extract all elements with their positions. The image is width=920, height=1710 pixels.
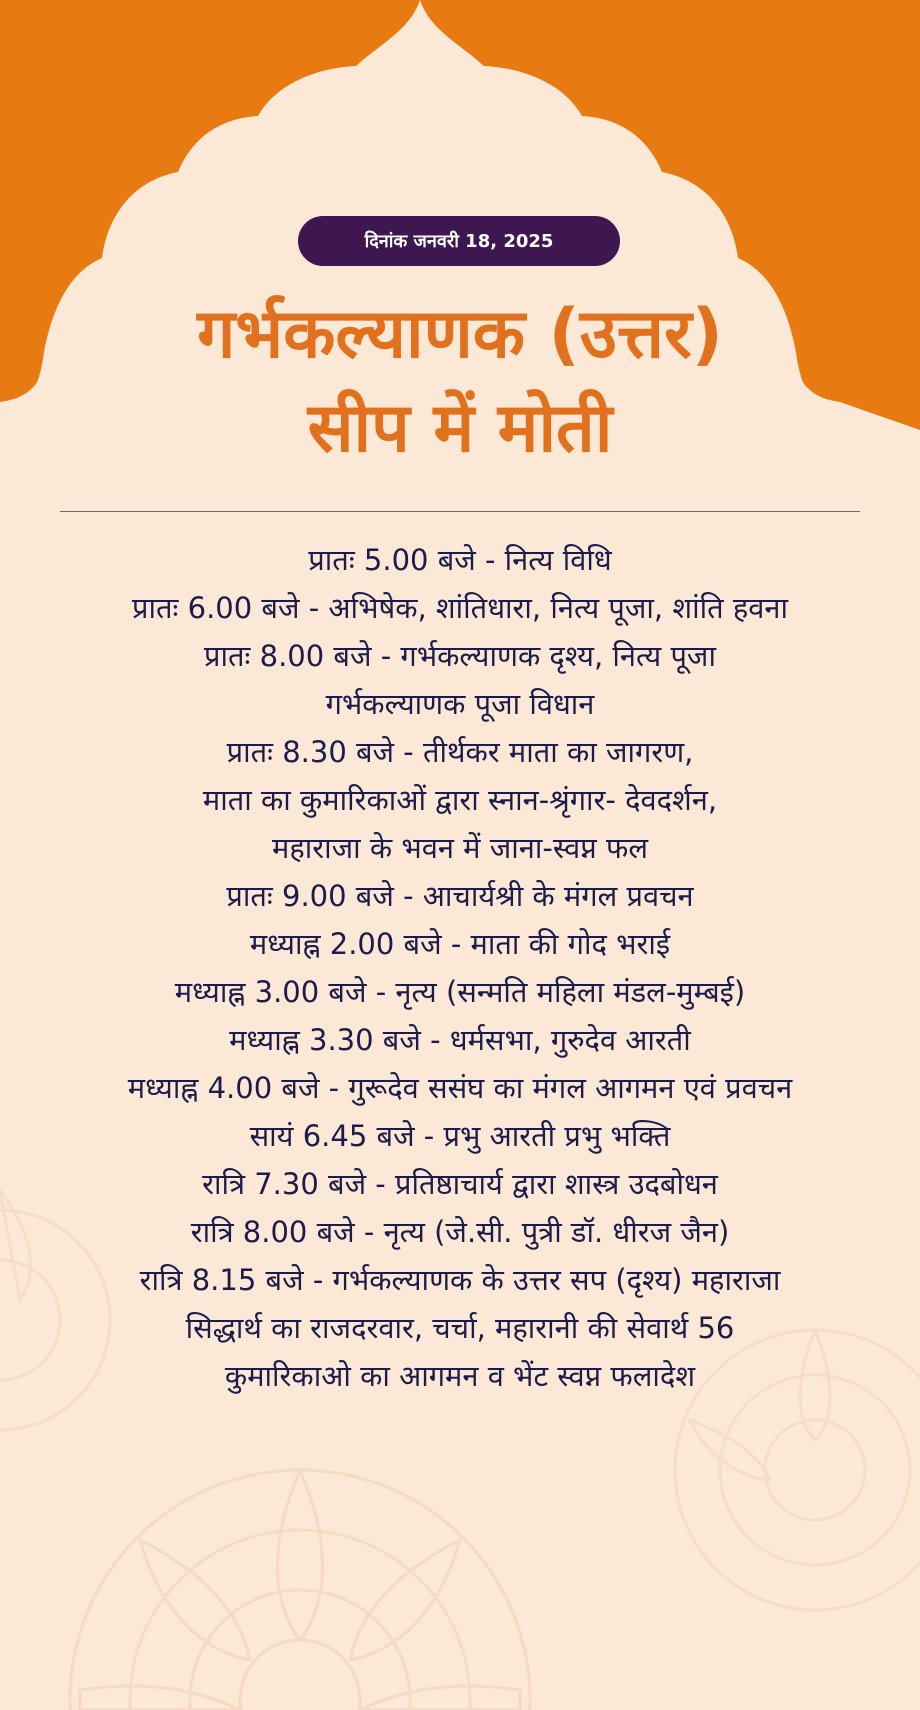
schedule-list [40, 536, 880, 1400]
schedule-line: गर्भकल्याणक पूजा विधान [325, 687, 595, 721]
date-badge: दिनांक जनवरी 18, 2025 [298, 216, 620, 266]
schedule-line: प्रातः 6.00 बजे - अभिषेक, शांतिधारा, नित्य पूजा, शांति हवना [132, 591, 788, 625]
event-title: गर्भकल्याणक (उत्तर) [197, 295, 723, 374]
schedule-line: सायं 6.45 बजे - प्रभु आरती प्रभु भक्ति [249, 1119, 671, 1153]
schedule-line: रात्रि 8.00 बजे - नृत्य (जे.सी. पुत्री डॉ. धीरज जैन) [190, 1215, 730, 1249]
schedule-line: प्रातः 8.00 बजे - गर्भकल्याणक दृश्य, नित्य पूजा [204, 639, 716, 673]
schedule-line: मध्याह्न 3.00 बजे - नृत्य (सन्मति महिला मंडल-मुम्बई) [174, 975, 746, 1009]
schedule-line: मध्याह्न 4.00 बजे - गुरूदेव ससंघ का मंगल आगमन एवं प्रवचन [127, 1071, 793, 1105]
schedule-line: सिद्धार्थ का राजदरवार, चर्चा, महारानी की सेवार्थ 56 [185, 1311, 735, 1345]
schedule-line: माता का कुमारिकाओं द्वारा स्नान-श्रृंगार- देवदर्शन, [202, 783, 718, 817]
schedule-line: रात्रि 7.30 बजे - प्रतिष्ठाचार्य द्वारा शास्त्र उदबोधन [202, 1167, 718, 1201]
schedule-line: कुमारिकाओ का आगमन व भेंट स्वप्न फलादेश [224, 1359, 696, 1393]
schedule-line: प्रातः 9.00 बजे - आचार्यश्री के मंगल प्रवचन [226, 879, 694, 913]
schedule-line: प्रातः 8.30 बजे - तीर्थकर माता का जागरण, [226, 735, 694, 769]
schedule-line: महाराजा के भवन में जाना-स्वप्न फल [272, 831, 648, 865]
event-subtitle: सीप में मोती [307, 389, 613, 468]
divider [60, 511, 860, 512]
schedule-line: रात्रि 8.15 बजे - गर्भकल्याणक के उत्तर सप (दृश्य) महाराजा [139, 1263, 781, 1297]
schedule-line: मध्याह्न 3.30 बजे - धर्मसभा, गुरुदेव आरती [229, 1023, 691, 1057]
schedule-line: मध्याह्न 2.00 बजे - माता की गोद भराई [249, 927, 671, 961]
schedule-line: प्रातः 5.00 बजे - नित्य विधि [308, 543, 612, 577]
